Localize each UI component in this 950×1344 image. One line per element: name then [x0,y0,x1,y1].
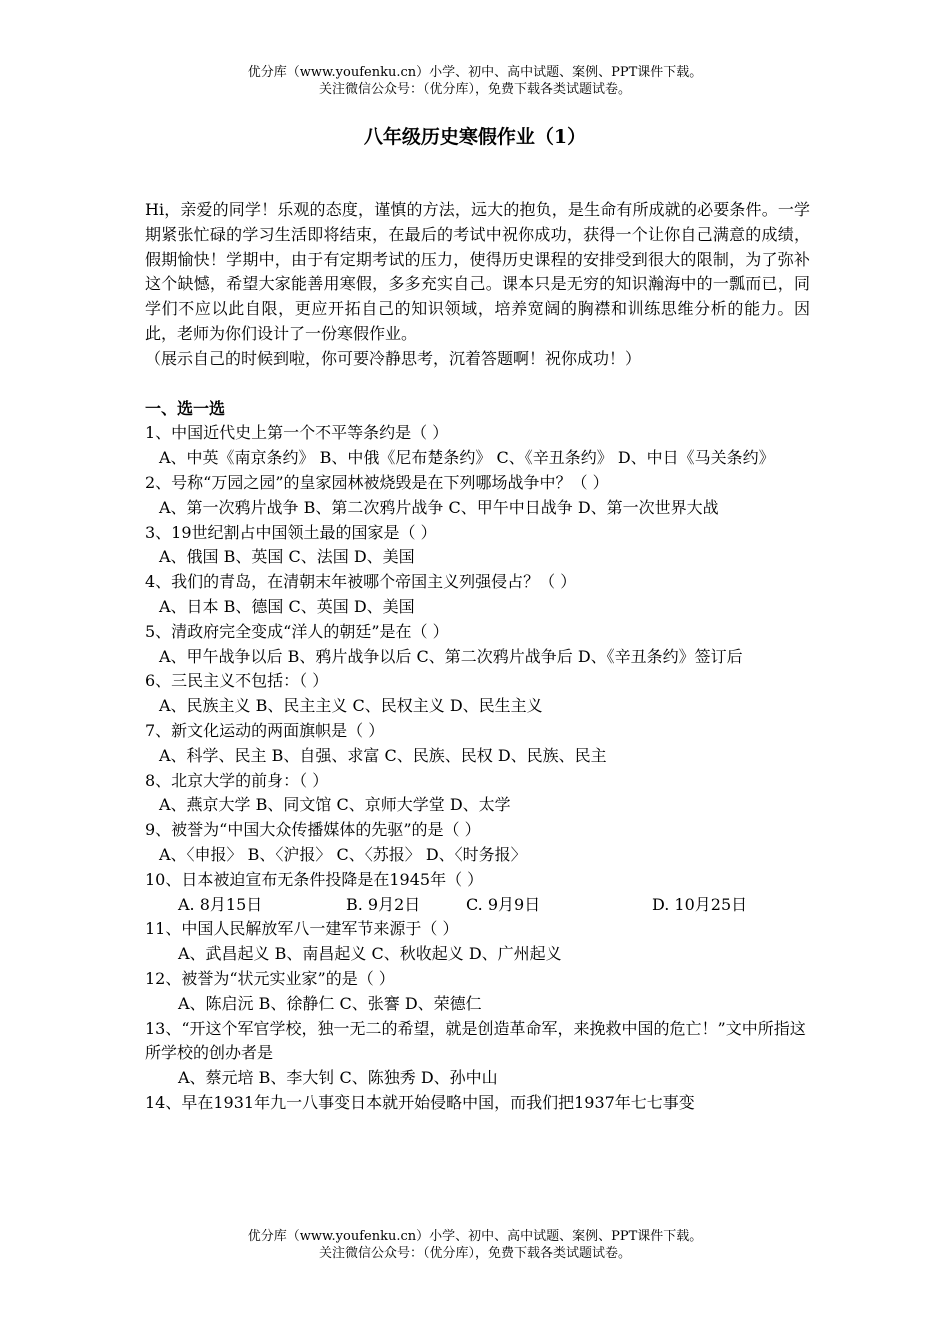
question-10: 10、日本被迫宣布无条件投降是在1945年（ ） [145,869,484,889]
document-title: 八年级历史寒假作业（1） [363,126,587,148]
question-3: 3、19世纪割占中国领土最的国家是（ ） [145,522,437,542]
question-11: 11、中国人民解放军八一建军节来源于（ ） [145,919,459,939]
question-11-options: A、武昌起义 B、南昌起义 C、秋收起义 D、广州起义 [178,944,562,964]
question-6: 6、三民主义不包括：（ ） [145,671,329,691]
question-5-options: A、甲午战争以后 B、鸦片战争以后 C、第二次鸦片战争后 D、《辛丑条约》签订后 [159,646,743,666]
intro-encouragement: （展示自己的时候到啦，你可要冷静思考，沉着答题啊！祝你成功！） [145,348,642,368]
section-title: 一、选一选 [145,398,226,418]
question-12: 12、被誉为“状元实业家”的是（ ） [145,968,395,988]
question-13: 13、“开这个军官学校，独一无二的希望，就是创造革命军，来挽救中国的危亡！”文中所指这所学校的创办者是 [145,1018,806,1063]
question-5: 5、清政府完全变成“洋人的朝廷”是在（ ） [145,621,449,641]
header-line-1: 优分库（www.youfenku.cn）小学、初中、高中试题、案例、PPT课件下载。 [247,65,703,80]
footer-line-2: 关注微信公众号：（优分库），免费下载各类试题试卷。 [318,1246,631,1261]
footer-line-1: 优分库（www.youfenku.cn）小学、初中、高中试题、案例、PPT课件下载。 [247,1229,703,1244]
header-line-2: 关注微信公众号：（优分库），免费下载各类试题试卷。 [318,82,631,97]
question-4: 4、我们的青岛，在清朝末年被哪个帝国主义列强侵占？（ ） [145,572,577,592]
document-body [145,198,810,1116]
question-10-options [145,893,810,918]
question-10-option-a: A. 8月15日 [178,894,263,914]
question-10-option-b: B. 9月2日 [346,894,421,914]
page-header [0,64,950,98]
question-2: 2、号称“万园之园”的皇家园林被烧毁是在下列哪场战争中？（ ） [145,472,609,492]
question-4-options: A、日本 B、德国 C、英国 D、美国 [159,596,415,616]
question-7: 7、新文化运动的两面旗帜是（ ） [145,720,385,740]
page-footer [0,1228,950,1262]
question-3-options: A、俄国 B、英国 C、法国 D、美国 [159,547,415,567]
question-7-options: A、科学、民主 B、自强、求富 C、民族、民权 D、民族、民主 [159,745,607,765]
question-2-options: A、第一次鸦片战争 B、第二次鸦片战争 C、甲午中日战争 D、第一次世界大战 [159,497,719,517]
intro-paragraph: Hi，亲爱的同学！乐观的态度，谨慎的方法，远大的抱负，是生命有所成就的必要条件。一学期紧张忙碌的学习生活即将结束，在最后的考试中祝你成功，获得一个让你自己满意的成绩，假期愉快！学期中，由于有定期考试的压力，使得历史课程的安排受到很大的限制，为了弥补这个缺憾，希望大家能善用寒假，多多充实自己。课本只是无穷的知识瀚海中的一瓢而已，同学们不应以此自限，更应开拓自己的知识领域，培养宽阔的胸襟和训练思维分析的能力。因此，老师为你们设计了一份寒假作业。 [145,200,810,343]
question-14: 14、早在1931年九一八事变日本就开始侵略中国，而我们把1937年七七事变 [145,1092,695,1112]
question-9-options: A、〈申报〉 B、〈沪报〉 C、〈苏报〉 D、〈时务报〉 [159,844,527,864]
question-1: 1、中国近代史上第一个不平等条约是（ ） [145,423,449,443]
question-10-option-d: D. 10月25日 [652,894,748,914]
question-6-options: A、民族主义 B、民主主义 C、民权主义 D、民生主义 [159,696,543,716]
question-1-options: A、中英《南京条约》 B、中俄《尼布楚条约》 C、《辛丑条约》 D、中日《马关条约》 [159,448,775,468]
question-12-options: A、陈启沅 B、徐静仁 C、张謇 D、荣德仁 [178,993,482,1013]
question-13-options: A、蔡元培 B、李大钊 C、陈独秀 D、孙中山 [178,1068,498,1088]
question-10-option-c: C. 9月9日 [466,894,541,914]
question-8-options: A、燕京大学 B、同文馆 C、京师大学堂 D、太学 [159,795,511,815]
question-9: 9、被誉为“中国大众传播媒体的先驱”的是（ ） [145,820,481,840]
question-8: 8、北京大学的前身：（ ） [145,770,329,790]
